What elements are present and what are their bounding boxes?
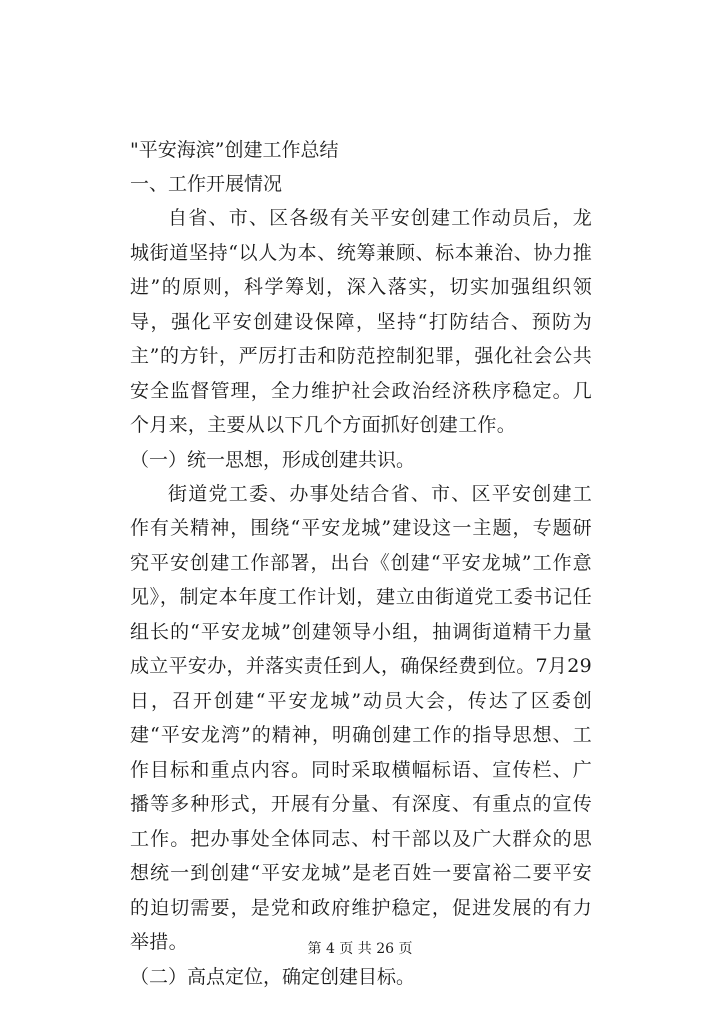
subsection-heading-2: （二）高点定位，确定创建目标。 <box>130 965 416 988</box>
page-number-footer: 第 4 页 共 26 页 <box>307 941 413 957</box>
section-heading: 一、工作开展情况 <box>130 173 283 195</box>
subsection-heading-1: （一）统一思想，形成创建共识。 <box>130 448 416 471</box>
paragraph-intro: 自省、市、区各级有关平安创建工作动员后，龙城街道坚持“以人为本、统筹兼顾、标本兼治、协力推进”的原则，科学筹划，深入落实，切实加强组织领导，强化平安创建设保障，坚持“打防结合、预防为主”的方针，严厉打击和防范控制犯罪，强化社会公共安全监督管理，全力维护社会政治经济秩序稳定。几个月来，主要从以下几个方面抓好创建工作。 <box>130 207 592 436</box>
paragraph-unify-thinking: 街道党工委、办事处结合省、市、区平安创建工作有关精神，围绕“平安龙城”建设这一主题，专题研究平安创建工作部署，出台《创建“平安龙城”工作意见》，制定本年度工作计划，建立由街道党工委书记任组长的“平安龙城”创建领导小组，抽调街道精干力量成立平安办，并落实责任到人，确保经费到位。7月29日，召开创建“平安龙城”动员大会，传达了区委创建“平安龙湾”的精神，明确创建工作的指导思想、工作目标和重点内容。同时采取横幅标语、宣传栏、广播等多种形式，开展有分量、有深度、有重点的宣传工作。把办事处全体同志、村干部以及广大群众的思想统一到创建“平安龙城”是老百姓一要富裕二要平安的迫切需要，是党和政府维护稳定，促进发展的有力举措。 <box>130 482 592 953</box>
document-title: "平安海滨”创建工作总结 <box>130 139 339 161</box>
document-body <box>130 133 592 994</box>
